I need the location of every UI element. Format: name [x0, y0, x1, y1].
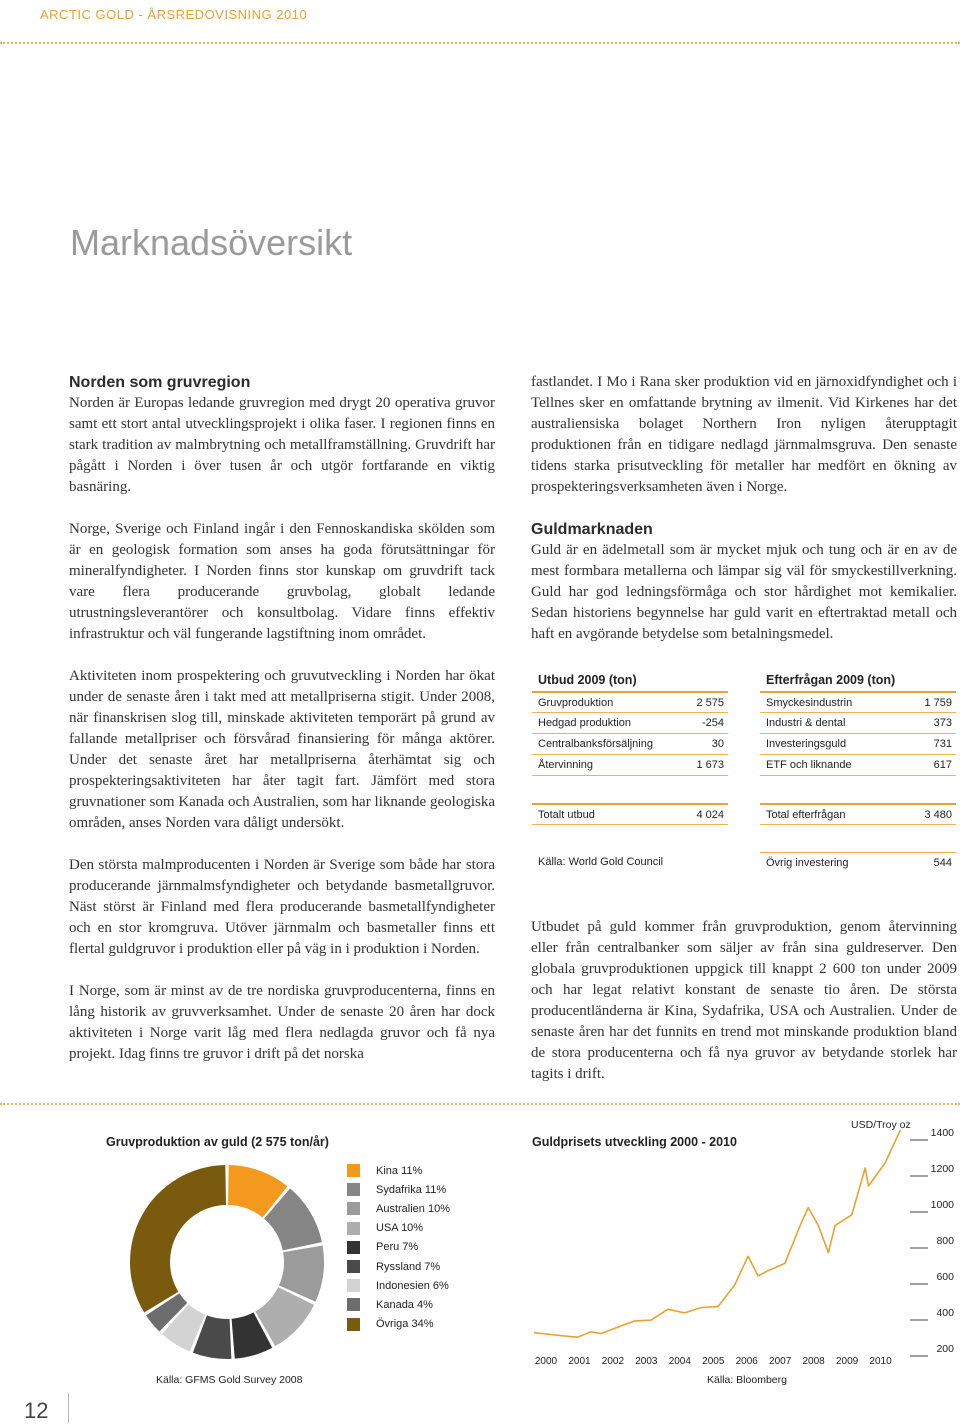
x-tick-label: 2004: [668, 1356, 691, 1367]
y-tick-label: 1000: [930, 1199, 954, 1211]
pie-source: Källa: GFMS Gold Survey 2008: [156, 1374, 303, 1386]
x-tick-label: 2005: [702, 1356, 725, 1367]
left-column: [69, 372, 495, 1086]
line-chart-unit: USD/Troy oz: [851, 1119, 911, 1131]
y-tick-label: 400: [936, 1307, 954, 1319]
pie-legend: [347, 1161, 450, 1334]
x-tick-label: 2009: [835, 1356, 859, 1367]
demand-table: [760, 669, 956, 873]
legend-swatch: [347, 1279, 360, 1292]
legend-item: Sydafrika 11%: [347, 1180, 450, 1199]
legend-swatch: [347, 1298, 360, 1311]
line-source: Källa: Bloomberg: [707, 1374, 787, 1386]
legend-item: Peru 7%: [347, 1238, 450, 1257]
x-tick-label: 2006: [735, 1356, 758, 1367]
x-tick-label: 2000: [534, 1356, 558, 1367]
paragraph: Den största malmproducenten i Norden är Sverige som både har stora producerande järnmalmsfyndigheter och betydande basmetallgruvor. Näst störst är Finland med flera producerande basmetallfyndigheter och en stor kromgruva. Utöver järnmalm och basmetaller finns ett flertal guldgruvor i produktion eller på väg in i produktion i Norden.: [69, 857, 495, 957]
legend-swatch: [347, 1202, 360, 1215]
legend-swatch: [347, 1241, 360, 1254]
legend-swatch: [347, 1164, 360, 1177]
table-row: Hedgad produktion -254: [532, 712, 728, 733]
table-total-row: Total efterfrågan 3 480: [760, 803, 956, 824]
chart-divider: [0, 1103, 960, 1105]
right-column-top: [531, 372, 957, 666]
demand-table-title: Efterfrågan 2009 (ton): [766, 673, 896, 687]
table-row: Övrig investering 544: [760, 852, 956, 873]
right-column-bottom: [531, 917, 957, 1106]
paragraph: Aktiviteten inom prospektering och gruvutveckling i Norden har ökat under de senaste åren i takt med att metallpriserna stigit. Under 2008, när finanskrisen slog till, minskade aktiviteten temporärt på grund av fallande metallpriser och försvårad finansiering för många aktörer. Under det senaste året har metallpriserna återhämtat sig och prospekteringsaktiviteten har åter tagit fart. Jämfört med stora gruvnationer som Kanada och Australien, som har liknande geologiska områden, anses Norden vara dåligt undersökt.: [69, 668, 495, 831]
header-divider: [0, 42, 960, 44]
legend-swatch: [347, 1318, 360, 1331]
legend-swatch: [347, 1222, 360, 1235]
supply-table-title: Utbud 2009 (ton): [538, 673, 637, 687]
x-tick-label: 2008: [802, 1356, 825, 1367]
x-tick-label: 2010: [869, 1356, 892, 1367]
x-tick-label: 2001: [568, 1356, 591, 1367]
paragraph: Guld är en ädelmetall som är mycket mjuk och tung och är en av de mest formbara metallerna och lämpar sig väl för smyckestillverkning. Guld har god ledningsförmåga och stor hårdighet mot kemikalier. Sedan historiens begynnelse har guld varit en eftertraktad metall och haft en avgörande betydelse som betalningsmedel.: [531, 542, 957, 642]
legend-item: Indonesien 6%: [347, 1276, 450, 1295]
table-row: Industri & dental 373: [760, 712, 956, 733]
legend-item: Övriga 34%: [347, 1315, 450, 1334]
y-tick-label: 1200: [930, 1163, 954, 1175]
pie-chart-title: Gruvproduktion av guld (2 575 ton/år): [106, 1135, 329, 1149]
y-tick-label: 800: [936, 1235, 954, 1247]
x-tick-label: 2007: [769, 1356, 792, 1367]
page-number: 12: [24, 1398, 49, 1423]
page-title: Marknadsöversikt: [70, 222, 353, 263]
pie-slice: [130, 1165, 226, 1313]
line-chart: [530, 1120, 958, 1380]
page-divider: [68, 1393, 69, 1423]
table-row: Smyckesindustrin 1 759: [760, 691, 956, 712]
price-line: [534, 1130, 900, 1337]
y-tick-label: 200: [936, 1343, 954, 1355]
paragraph: Norden är Europas ledande gruvregion med drygt 20 operativa gruvor samt ett stort antal utvecklingsprojekt i olika faser. I regionen finns en stark tradition av malmbrytning och metallframställning. Gruvdrift har pågått i Norden i över tusen år och utgör fortfarande en viktig basnäring.: [69, 395, 495, 495]
table-total-row: Totalt utbud 4 024: [532, 803, 728, 824]
supply-table-source: Källa: World Gold Council: [538, 856, 664, 868]
x-tick-label: 2003: [635, 1356, 658, 1367]
report-header: ARCTIC GOLD - ÅRSREDOVISNING 2010: [40, 7, 308, 22]
y-tick-label: 600: [936, 1271, 954, 1283]
y-tick-label: 1400: [930, 1127, 954, 1139]
legend-item: Kina 11%: [347, 1161, 450, 1180]
legend-item: Australien 10%: [347, 1199, 450, 1218]
paragraph: fastlandet. I Mo i Rana sker produktion vid en järnoxidfyndighet och i Tellnes sker en omfattande brytning av ilmenit. Vid Kirkenes har det australiensiska bolaget Northern Iron nyligen återupptagit produktionen från en tidigare nedlagd järnmalmsgruva. Den senaste tidens starka prisutveckling för metaller har medfört en ökning av prospekteringsverksamheten även i Norge.: [531, 374, 957, 495]
legend-item: USA 10%: [347, 1219, 450, 1238]
table-row: Investeringsguld 731: [760, 733, 956, 754]
table-row: Gruvproduktion 2 575: [532, 691, 728, 712]
line-chart-title: Guldprisets utveckling 2000 - 2010: [532, 1135, 737, 1149]
legend-item: Kanada 4%: [347, 1295, 450, 1314]
legend-swatch: [347, 1260, 360, 1273]
legend-item: Ryssland 7%: [347, 1257, 450, 1276]
table-row: Återvinning 1 673: [532, 754, 728, 775]
legend-swatch: [347, 1183, 360, 1196]
x-tick-label: 2002: [601, 1356, 625, 1367]
supply-table: [532, 669, 728, 873]
section-heading-gold: Guldmarknaden: [531, 521, 653, 538]
pie-chart: [127, 1162, 327, 1362]
paragraph: I Norge, som är minst av de tre nordiska gruvproducenterna, finns en lång historik av gruvverksamhet. Under de senaste 20 åren har dock aktiviteten i Norge varit låg med flera nedlagda gruvor och få nya projekt. Idag finns tre gruvor i drift på det norska: [69, 983, 495, 1062]
section-heading-nordic: Norden som gruvregion: [69, 374, 251, 391]
paragraph: Utbudet på guld kommer från gruvproduktion, genom återvinning eller från centralbanker som säljer av från sina guldreserver. Den globala gruvproduktionen uppgick till knappt 2 600 ton under 2009 och har legat relativt konstant de senaste tio åren. De största producentländerna är Kina, Sydafrika, USA och Australien. Under de senaste åren har det funnits en trend mot minskande produktion bland de stora producenterna och få nya gruvor av betydande storlek har tagits i drift.: [531, 919, 957, 1082]
table-row: ETF och liknande 617: [760, 754, 956, 775]
paragraph: Norge, Sverige och Finland ingår i den Fennoskandiska skölden som är en geologisk formation som anses ha goda förutsättningar för mineralfyndigheter. I Norden finns stor kunskap om gruvdrift tack vare flera producerande gruvbolag, globalt ledande utrustningsleverantörer och konsultbolag. Vidare finns effektiv infrastruktur och väl fungerande lagstiftning inom området.: [69, 521, 495, 642]
table-row: Centralbanksförsäljning 30: [532, 733, 728, 754]
